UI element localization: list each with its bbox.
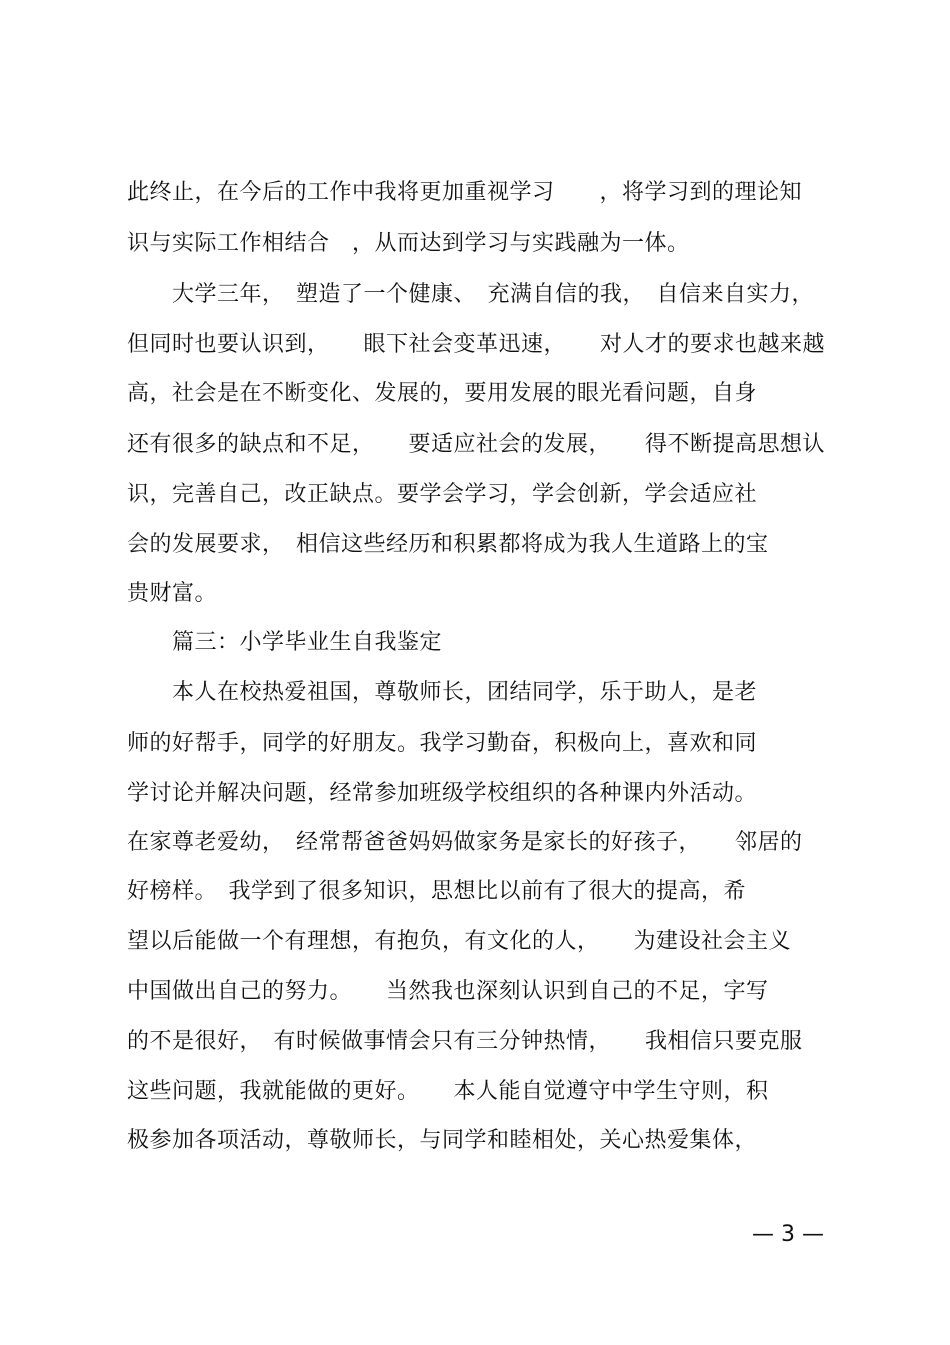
text-line: 的不是很好， 有时候做事情会只有三分钟热情， 我相信只要克服	[127, 1029, 803, 1054]
text-line: 在家尊老爱幼， 经常帮爸爸妈妈做家务是家长的好孩子， 邻居的	[127, 830, 803, 855]
text-line: 师的好帮手，同学的好朋友。我学习勤奋，积极向上，喜欢和同	[127, 731, 758, 756]
text-line: 识，完善自己，改正缺点。要学会学习，学会创新，学会适应社	[127, 482, 758, 507]
text-line: 还有很多的缺点和不足， 要适应社会的发展， 得不断提高思想认	[127, 432, 826, 457]
text-line: 高，社会是在不断变化、发展的，要用发展的眼光看问题，自身	[127, 381, 758, 406]
text-line: 此终止，在今后的工作中我将更加重视学习 ，将学习到的理论知	[127, 180, 803, 205]
text-line: 学讨论并解决问题，经常参加班级学校组织的各种课内外活动。	[127, 781, 758, 806]
text-line: 这些问题，我就能做的更好。 本人能自觉遵守中学生守则，积	[127, 1079, 769, 1104]
page-number: — 3 —	[752, 1222, 824, 1247]
section-heading: 篇三：小学毕业生自我鉴定	[127, 630, 443, 655]
text-line: 极参加各项活动，尊敬师长，与同学和睦相处，关心热爱集体，	[127, 1128, 758, 1153]
text-line: 好榜样。 我学到了很多知识，思想比以前有了很大的提高，希	[127, 879, 747, 904]
text-line: 中国做出自己的努力。 当然我也深刻认识到自己的不足，字写	[127, 979, 769, 1004]
text-line: 望以后能做一个有理想，有抱负，有文化的人， 为建设社会主义	[127, 929, 792, 954]
text-line: 本人在校热爱祖国，尊敬师长，团结同学，乐于助人，是老	[127, 680, 758, 705]
text-line: 会的发展要求， 相信这些经历和积累都将成为我人生道路上的宝	[127, 532, 769, 557]
text-line: 贵财富。	[127, 581, 218, 606]
text-line: 但同时也要认识到， 眼下社会变革迅速， 对人才的要求也越来越	[127, 332, 826, 357]
text-line: 大学三年， 塑造了一个健康、 充满自信的我， 自信来自实力，	[127, 282, 815, 307]
text-line: 识与实际工作相结合 ，从而达到学习与实践融为一体。	[127, 231, 690, 256]
